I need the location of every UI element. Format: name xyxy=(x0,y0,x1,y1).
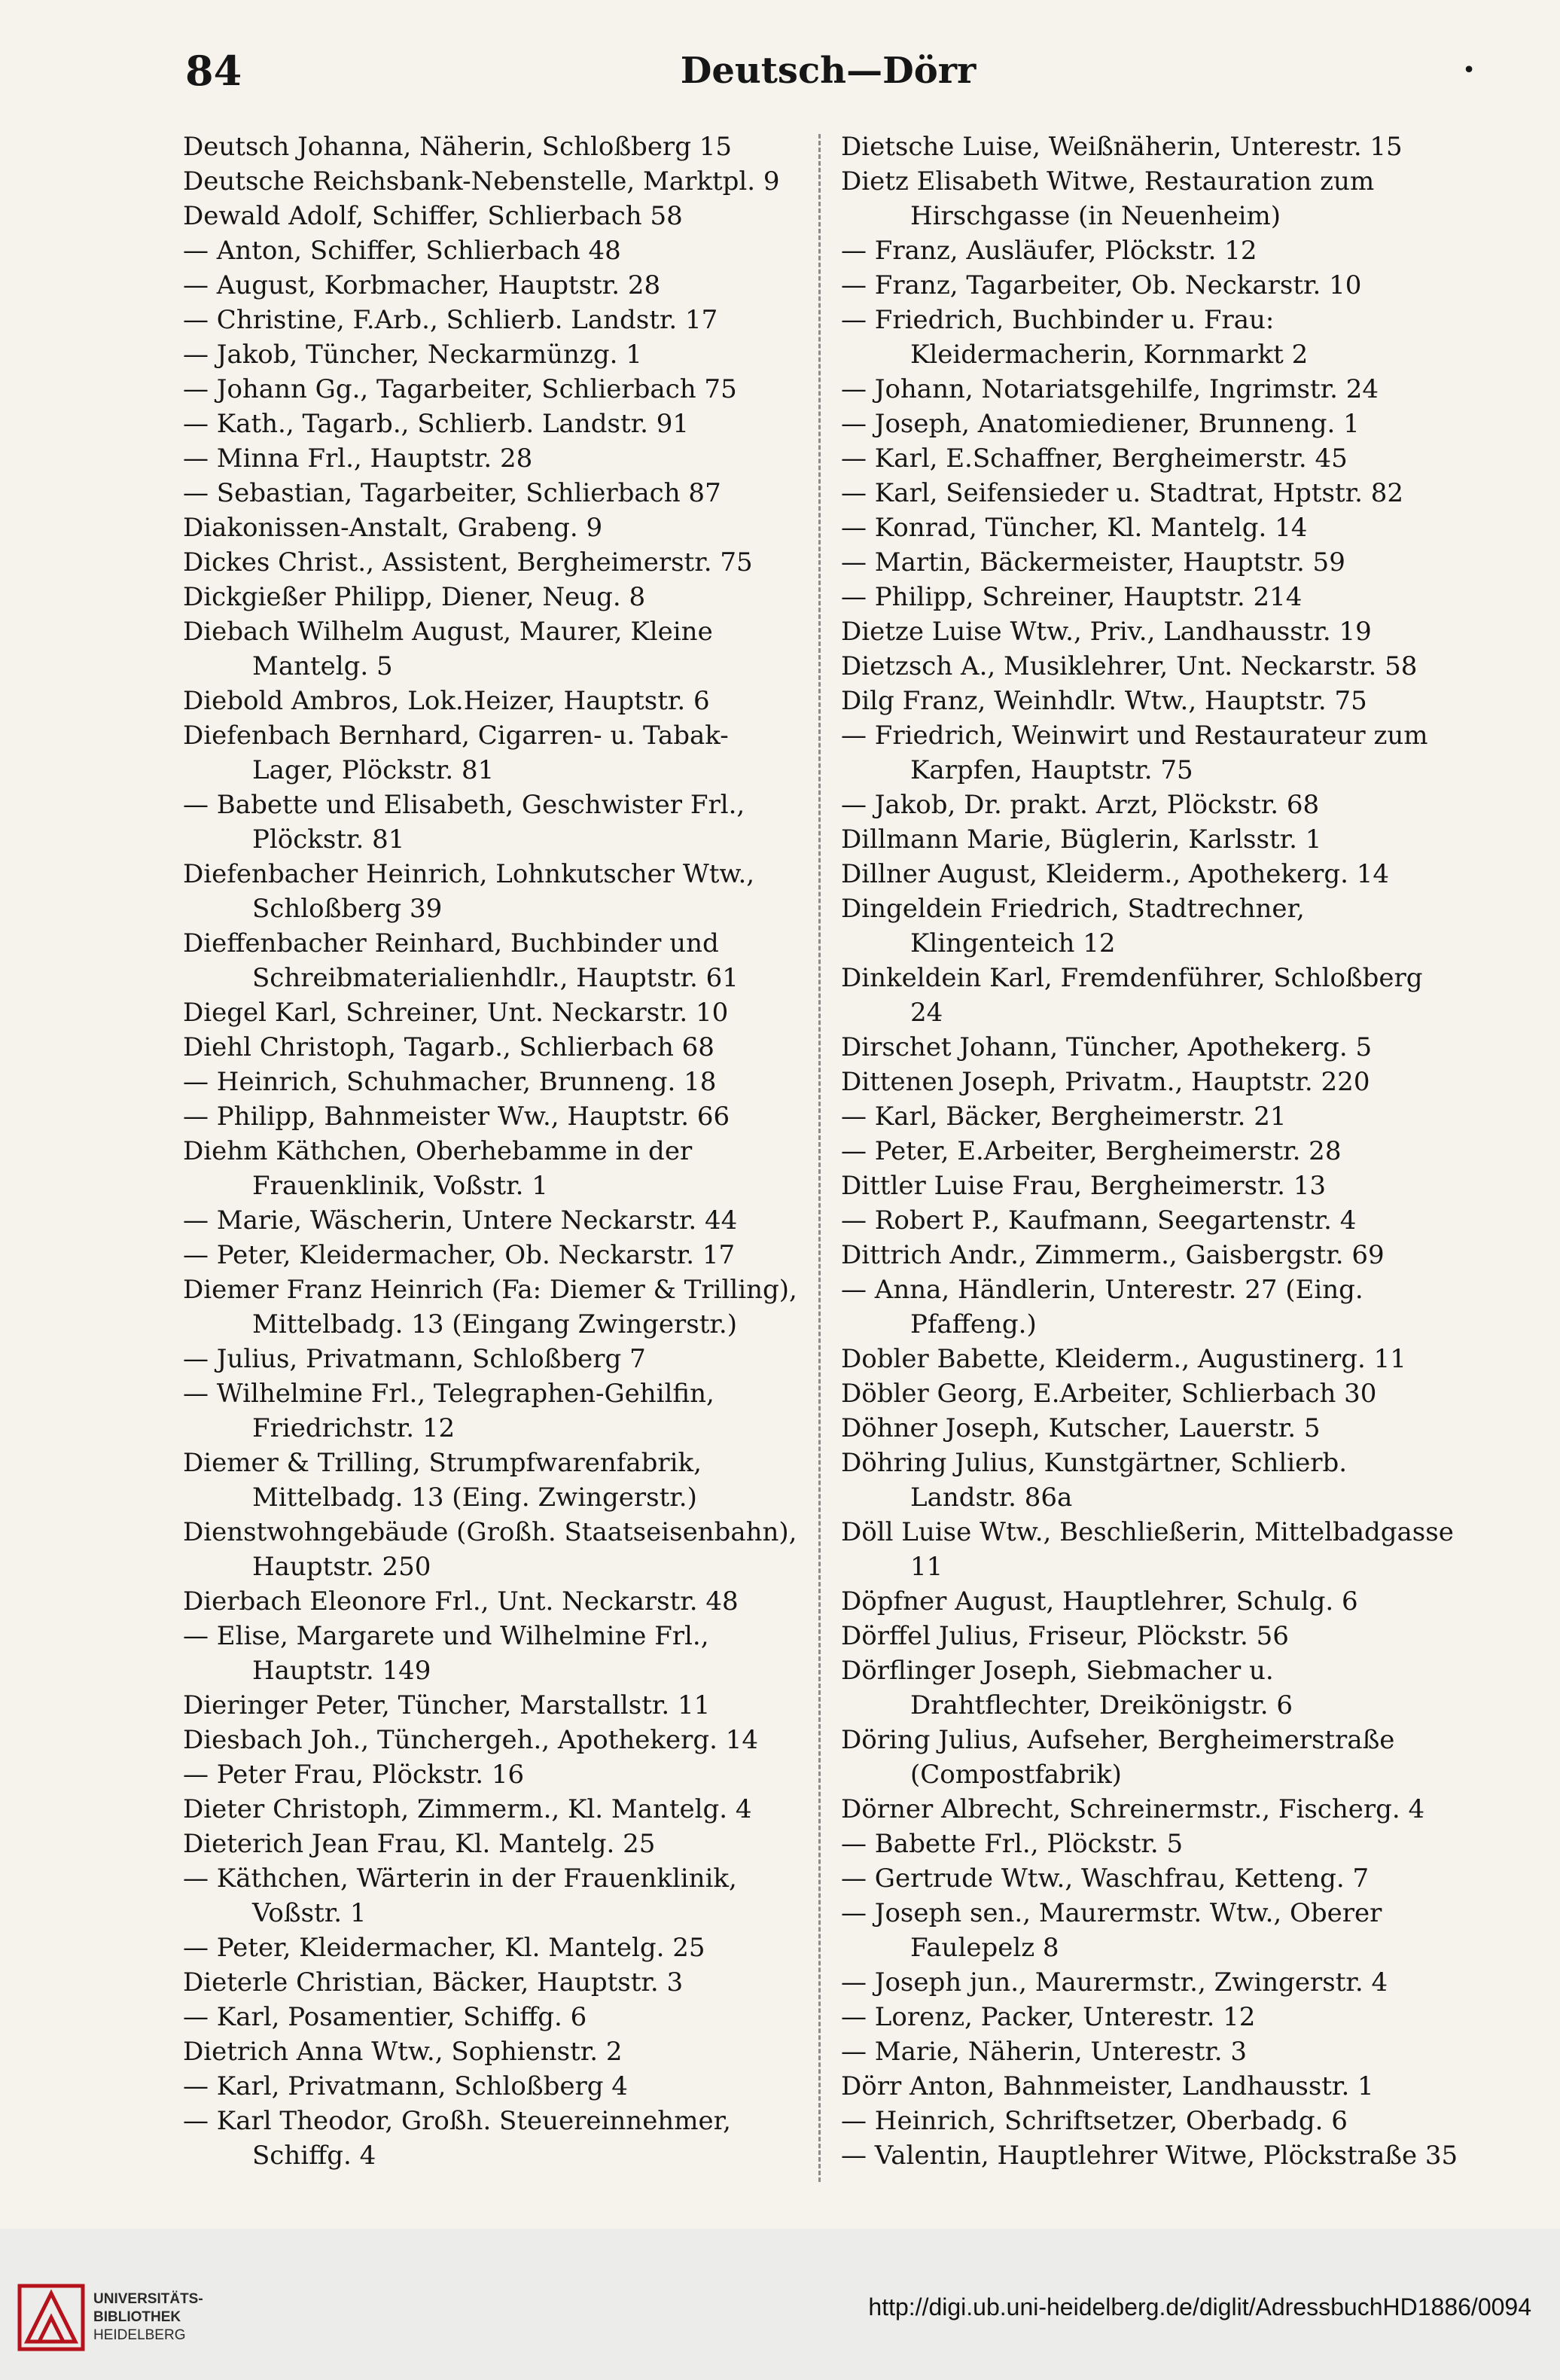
directory-entry: — Jakob, Tüncher, Neckarmünzg. 1 xyxy=(183,340,642,370)
directory-entry: — Philipp, Bahnmeister Ww., Hauptstr. 66 xyxy=(183,1102,730,1132)
directory-entry: — Käthchen, Wärterin in der Frauenklinik, Voßstr. 1 xyxy=(183,1863,737,1928)
directory-entry: Diemer Franz Heinrich (Fa: Diemer & Trilling), Mittelbadg. 13 (Eingang Zwingerstr.) xyxy=(183,1275,797,1339)
directory-entry: Döbler Georg, E.Arbeiter, Schlierbach 30 xyxy=(841,1379,1377,1409)
directory-entry: Dörffel Julius, Friseur, Plöckstr. 56 xyxy=(841,1621,1289,1651)
directory-entry: Döhring Julius, Kunstgärtner, Schlierb. Landstr. 86a xyxy=(841,1448,1348,1513)
directory-entry: — Friedrich, Weinwirt und Restaurateur zum Karpfen, Hauptstr. 75 xyxy=(841,721,1428,785)
directory-entry: Döhner Joseph, Kutscher, Lauerstr. 5 xyxy=(841,1413,1321,1443)
directory-entry: — Babette und Elisabeth, Geschwister Frl., Plöckstr. 81 xyxy=(183,790,745,855)
directory-entry: — Joseph sen., Maurermstr. Wtw., Oberer Faulepelz 8 xyxy=(841,1898,1382,1963)
directory-entry: Dörner Albrecht, Schreinermstr., Fischerg. 4 xyxy=(841,1794,1425,1824)
directory-entry: Dingeldein Friedrich, Stadtrechner, Klingenteich 12 xyxy=(841,894,1305,958)
directory-entry: Diefenbach Bernhard, Cigarren- u. Tabak-Lager, Plöckstr. 81 xyxy=(183,721,729,785)
directory-entry: Dietsche Luise, Weißnäherin, Unterestr. 15 xyxy=(841,132,1403,162)
directory-entry: — Peter, E.Arbeiter, Bergheimerstr. 28 xyxy=(841,1136,1342,1166)
footer-bar xyxy=(0,2229,1560,2380)
directory-entry: Dickes Christ., Assistent, Bergheimerstr. 75 xyxy=(183,547,753,577)
directory-entry: — Karl, Bäcker, Bergheimerstr. 21 xyxy=(841,1102,1287,1132)
directory-entry: — Julius, Privatmann, Schloßberg 7 xyxy=(183,1344,646,1374)
directory-entry: Dirschet Johann, Tüncher, Apothekerg. 5 xyxy=(841,1032,1373,1062)
directory-entry: — Johann Gg., Tagarbeiter, Schlierbach 75 xyxy=(183,374,737,404)
directory-entry: — Joseph, Anatomiediener, Brunneng. 1 xyxy=(841,409,1360,439)
directory-entry: — Elise, Margarete und Wilhelmine Frl., Hauptstr. 149 xyxy=(183,1621,709,1686)
directory-entry: — Marie, Näherin, Unterestr. 3 xyxy=(841,2037,1248,2067)
directory-entry: — August, Korbmacher, Hauptstr. 28 xyxy=(183,270,661,300)
directory-entry: — Karl, E.Schaffner, Bergheimerstr. 45 xyxy=(841,443,1348,474)
directory-entry: Dietz Elisabeth Witwe, Restauration zum Hirschgasse (in Neuenheim) xyxy=(841,166,1375,231)
directory-entry: Döll Luise Wtw., Beschließerin, Mittelbadgasse 11 xyxy=(841,1517,1454,1582)
directory-entry: — Martin, Bäckermeister, Hauptstr. 59 xyxy=(841,547,1345,577)
directory-entry: Diakonissen-Anstalt, Grabeng. 9 xyxy=(183,513,603,543)
directory-entry: — Konrad, Tüncher, Kl. Mantelg. 14 xyxy=(841,513,1308,543)
directory-entry: Deutsche Reichsbank-Nebenstelle, Marktpl. 9 xyxy=(183,166,780,197)
directory-entry: — Johann, Notariatsgehilfe, Ingrimstr. 24 xyxy=(841,374,1379,404)
directory-entry: Dieter Christoph, Zimmerm., Kl. Mantelg. 4 xyxy=(183,1794,752,1824)
directory-entry: Dietzsch A., Musiklehrer, Unt. Neckarstr. 58 xyxy=(841,651,1418,681)
directory-entry: — Valentin, Hauptlehrer Witwe, Plöckstraße 35 xyxy=(841,2141,1458,2171)
directory-entry: Dörr Anton, Bahnmeister, Landhausstr. 1 xyxy=(841,2071,1374,2101)
page-heading: Deutsch—Dörr xyxy=(680,50,977,92)
directory-entry: — Peter, Kleidermacher, Kl. Mantelg. 25 xyxy=(183,1933,705,1963)
directory-entry: Dieterich Jean Frau, Kl. Mantelg. 25 xyxy=(183,1829,656,1859)
library-name xyxy=(93,2290,203,2345)
directory-entry: Diehl Christoph, Tagarb., Schlierbach 68 xyxy=(183,1032,714,1062)
directory-entry: — Minna Frl., Hauptstr. 28 xyxy=(183,443,533,474)
directory-entry: — Franz, Ausläufer, Plöckstr. 12 xyxy=(841,236,1257,266)
directory-entry: Dittrich Andr., Zimmerm., Gaisbergstr. 69 xyxy=(841,1240,1385,1270)
source-url-link[interactable]: http://digi.ub.uni-heidelberg.de/diglit/AdressbuchHD1886/0094 xyxy=(868,2293,1531,2321)
directory-entry: — Anna, Händlerin, Unterestr. 27 (Eing. Pfaffeng.) xyxy=(841,1275,1363,1339)
directory-entry: — Karl, Privatmann, Schloßberg 4 xyxy=(183,2071,628,2101)
directory-entry: — Peter, Kleidermacher, Ob. Neckarstr. 17 xyxy=(183,1240,736,1270)
page-number: 84 xyxy=(185,47,242,95)
library-name-line3: HEIDELBERG xyxy=(93,2327,186,2343)
page-header xyxy=(181,47,1476,107)
directory-entry: — Karl, Posamentier, Schiffg. 6 xyxy=(183,2002,587,2032)
directory-entry: Döring Julius, Aufseher, Bergheimerstraße (Compostfabrik) xyxy=(841,1725,1395,1790)
directory-entry: — Sebastian, Tagarbeiter, Schlierbach 87 xyxy=(183,478,721,508)
directory-entry: — Joseph jun., Maurermstr., Zwingerstr. 4 xyxy=(841,1967,1388,1998)
directory-entry: Dieterle Christian, Bäcker, Hauptstr. 3 xyxy=(183,1967,684,1998)
directory-entry: Dillmann Marie, Büglerin, Karlsstr. 1 xyxy=(841,824,1322,855)
directory-entry: Diegel Karl, Schreiner, Unt. Neckarstr. 10 xyxy=(183,998,729,1028)
directory-entry: — Marie, Wäscherin, Untere Neckarstr. 44 xyxy=(183,1205,738,1236)
directory-entry: — Peter Frau, Plöckstr. 16 xyxy=(183,1760,525,1790)
directory-entry: Dittenen Joseph, Privatm., Hauptstr. 220 xyxy=(841,1067,1370,1097)
directory-entry: Diebach Wilhelm August, Maurer, Kleine Mantelg. 5 xyxy=(183,617,713,681)
directory-entry: Diehm Käthchen, Oberhebamme in der Frauenklinik, Voßstr. 1 xyxy=(183,1136,693,1201)
directory-entry: — Karl, Seifensieder u. Stadtrat, Hptstr. 82 xyxy=(841,478,1404,508)
directory-entry: Dilg Franz, Weinhdlr. Wtw., Hauptstr. 75 xyxy=(841,686,1367,716)
directory-entry: Dietze Luise Wtw., Priv., Landhausstr. 19 xyxy=(841,617,1372,647)
directory-entry: Dörflinger Joseph, Siebmacher u. Drahtflechter, Dreikönigstr. 6 xyxy=(841,1656,1293,1720)
library-name-line1: UNIVERSITÄTS- xyxy=(93,2291,203,2307)
library-logo-icon xyxy=(17,2283,86,2352)
directory-entry: — Robert P., Kaufmann, Seegartenstr. 4 xyxy=(841,1205,1357,1236)
directory-entry: Diefenbacher Heinrich, Lohnkutscher Wtw., Schloßberg 39 xyxy=(183,859,755,924)
directory-entry: Dieffenbacher Reinhard, Buchbinder und Schreibmaterialienhdlr., Hauptstr. 61 xyxy=(183,928,739,993)
directory-entry: — Babette Frl., Plöckstr. 5 xyxy=(841,1829,1184,1859)
directory-entry: — Jakob, Dr. prakt. Arzt, Plöckstr. 68 xyxy=(841,790,1320,820)
directory-entry: — Karl Theodor, Großh. Steuereinnehmer, Schiffg. 4 xyxy=(183,2106,731,2171)
directory-entry: — Anton, Schiffer, Schlierbach 48 xyxy=(183,236,621,266)
directory-entry: Deutsch Johanna, Näherin, Schloßberg 15 xyxy=(183,132,733,162)
directory-entry: Dickgießer Philipp, Diener, Neug. 8 xyxy=(183,582,646,612)
directory-entry: Dierbach Eleonore Frl., Unt. Neckarstr. 48 xyxy=(183,1586,739,1617)
directory-entry: Döpfner August, Hauptlehrer, Schulg. 6 xyxy=(841,1586,1358,1617)
directory-entry: Dieringer Peter, Tüncher, Marstallstr. 11 xyxy=(183,1690,711,1720)
directory-entry: Dewald Adolf, Schiffer, Schlierbach 58 xyxy=(183,201,683,231)
directory-entry: — Gertrude Wtw., Waschfrau, Ketteng. 7 xyxy=(841,1863,1370,1894)
directory-entry: Dittler Luise Frau, Bergheimerstr. 13 xyxy=(841,1171,1327,1201)
directory-entry: Dietrich Anna Wtw., Sophienstr. 2 xyxy=(183,2037,623,2067)
directory-entry: — Christine, F.Arb., Schlierb. Landstr. 17 xyxy=(183,305,718,335)
directory-entry: — Heinrich, Schriftsetzer, Oberbadg. 6 xyxy=(841,2106,1348,2136)
page-mark: • xyxy=(1462,57,1476,84)
left-column xyxy=(183,130,802,2193)
directory-entry: Dinkeldein Karl, Fremdenführer, Schloßberg 24 xyxy=(841,963,1423,1028)
directory-entry: — Philipp, Schreiner, Hauptstr. 214 xyxy=(841,582,1303,612)
directory-entry: — Friedrich, Buchbinder u. Frau: Kleidermacherin, Kornmarkt 2 xyxy=(841,305,1309,370)
directory-entry: — Heinrich, Schuhmacher, Brunneng. 18 xyxy=(183,1067,717,1097)
directory-entry: Diemer & Trilling, Strumpfwarenfabrik, Mittelbadg. 13 (Eing. Zwingerstr.) xyxy=(183,1448,702,1513)
directory-entry: Dillner August, Kleiderm., Apothekerg. 14 xyxy=(841,859,1389,889)
directory-entry: — Wilhelmine Frl., Telegraphen-Gehilfin, Friedrichstr. 12 xyxy=(183,1379,714,1443)
directory-entry: — Franz, Tagarbeiter, Ob. Neckarstr. 10 xyxy=(841,270,1362,300)
column-divider xyxy=(818,134,821,2182)
directory-entry: Diesbach Joh., Tünchergeh., Apothekerg. 14 xyxy=(183,1725,758,1755)
directory-entry: Dobler Babette, Kleiderm., Augustinerg. 11 xyxy=(841,1344,1406,1374)
directory-entry: — Kath., Tagarb., Schlierb. Landstr. 91 xyxy=(183,409,689,439)
right-column xyxy=(841,130,1460,2193)
directory-entry: Dienstwohngebäude (Großh. Staatseisenbahn), Hauptstr. 250 xyxy=(183,1517,797,1582)
directory-entry: — Lorenz, Packer, Unterestr. 12 xyxy=(841,2002,1256,2032)
directory-entry: Diebold Ambros, Lok.Heizer, Hauptstr. 6 xyxy=(183,686,710,716)
library-name-line2: BIBLIOTHEK xyxy=(93,2309,181,2325)
